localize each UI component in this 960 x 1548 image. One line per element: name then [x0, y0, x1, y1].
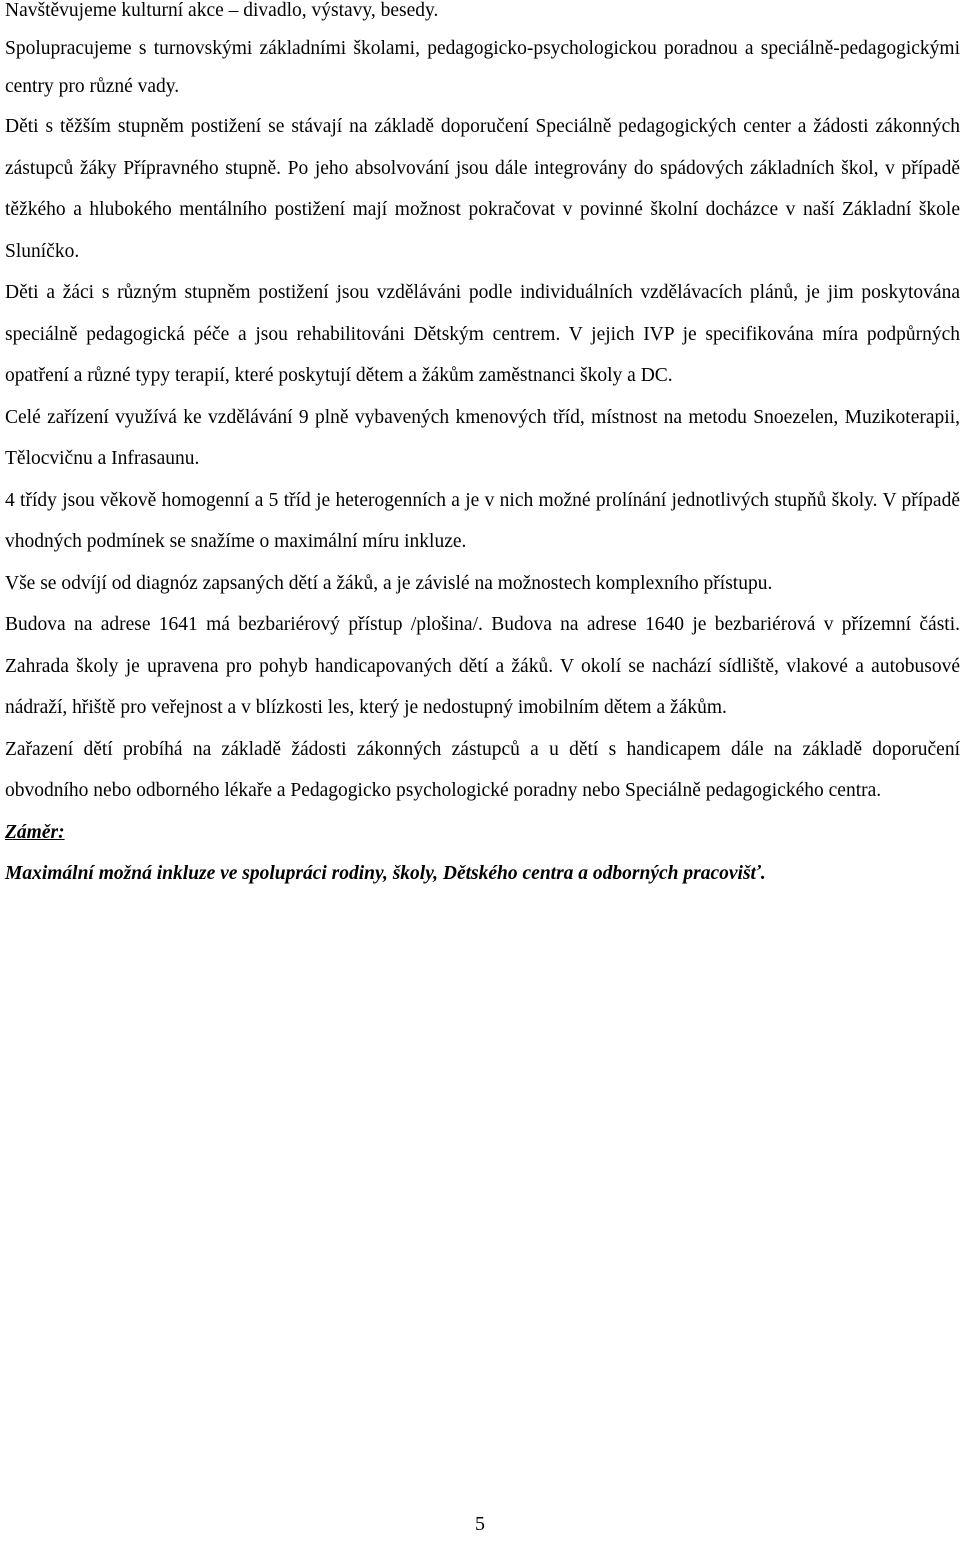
goal-text: Maximální možná inkluze ve spolupráci rodiny, školy, Dětského centra a odborných pracovišť. — [5, 863, 766, 884]
paragraph-facilities: Celé zařízení využívá ke vzdělávání 9 plně vybavených kmenových tříd, místnost na metodu Snoezelen, Muzikoterapii, Tělocvičnu a Infrasaunu. — [5, 406, 960, 469]
document-body — [5, 0, 960, 895]
paragraph-diagnoses: Vše se odvíjí od diagnóz zapsaných dětí a žáků, a je závislé na možnostech komplexního přístupu. — [5, 572, 773, 594]
paragraph-preparatory-stage: Děti s těžším stupněm postižení se stávají na základě doporučení Speciálně pedagogických center a žádosti zákonných zástupců žáky Přípravného stupně. Po jeho absolvování jsou dále integrovány do spádových základních škol, v případě těžkého a hlubokého mentálního postižení mají možnost pokračovat v povinné školní docházce v naší Základní škole Sluníčko. — [5, 116, 960, 262]
page-number: 5 — [475, 1513, 485, 1535]
paragraph-cooperation: Spolupracujeme s turnovskými základními školami, pedagogicko-psychologickou poradnou a speciálně-pedagogickými centry pro různé vady. — [5, 38, 960, 97]
paragraph-enrollment: Zařazení dětí probíhá na základě žádosti zákonných zástupců a u dětí s handicapem dále na základě doporučení obvodního nebo odborného lékaře a Pedagogicko psychologické poradny nebo Speciálně pedagogického centra. — [5, 738, 960, 801]
paragraph-classes: 4 třídy jsou věkově homogenní a 5 tříd je heterogenních a je v nich možné prolínání jednotlivých stupňů školy. V případě vhodných podmínek se snažíme o maximální míru inkluze. — [5, 489, 960, 552]
paragraph-cultural-events: Navštěvujeme kulturní akce – divadlo, výstavy, besedy. — [5, 0, 439, 21]
goal-heading: Záměr: — [5, 821, 65, 843]
paragraph-building-access: Budova na adrese 1641 má bezbariérový přístup /plošina/. Budova na adrese 1640 je bezbariérová v přízemní části. Zahrada školy je upravena pro pohyb handicapovaných dětí a žáků. V okolí se nachází sídliště, vlakové a autobusové nádraží, hřiště pro veřejnost a v blízkosti les, který je nedostupný imobilním dětem a žákům. — [5, 614, 960, 718]
paragraph-individual-plans: Děti a žáci s různým stupněm postižení jsou vzděláváni podle individuálních vzdělávacích plánů, je jim poskytována speciálně pedagogická péče a jsou rehabilitováni Dětským centrem. V jejich IVP je specifikována míra podpůrných opatření a různé typy terapií, které poskytují dětem a žákům zaměstnanci školy a DC. — [5, 282, 960, 386]
